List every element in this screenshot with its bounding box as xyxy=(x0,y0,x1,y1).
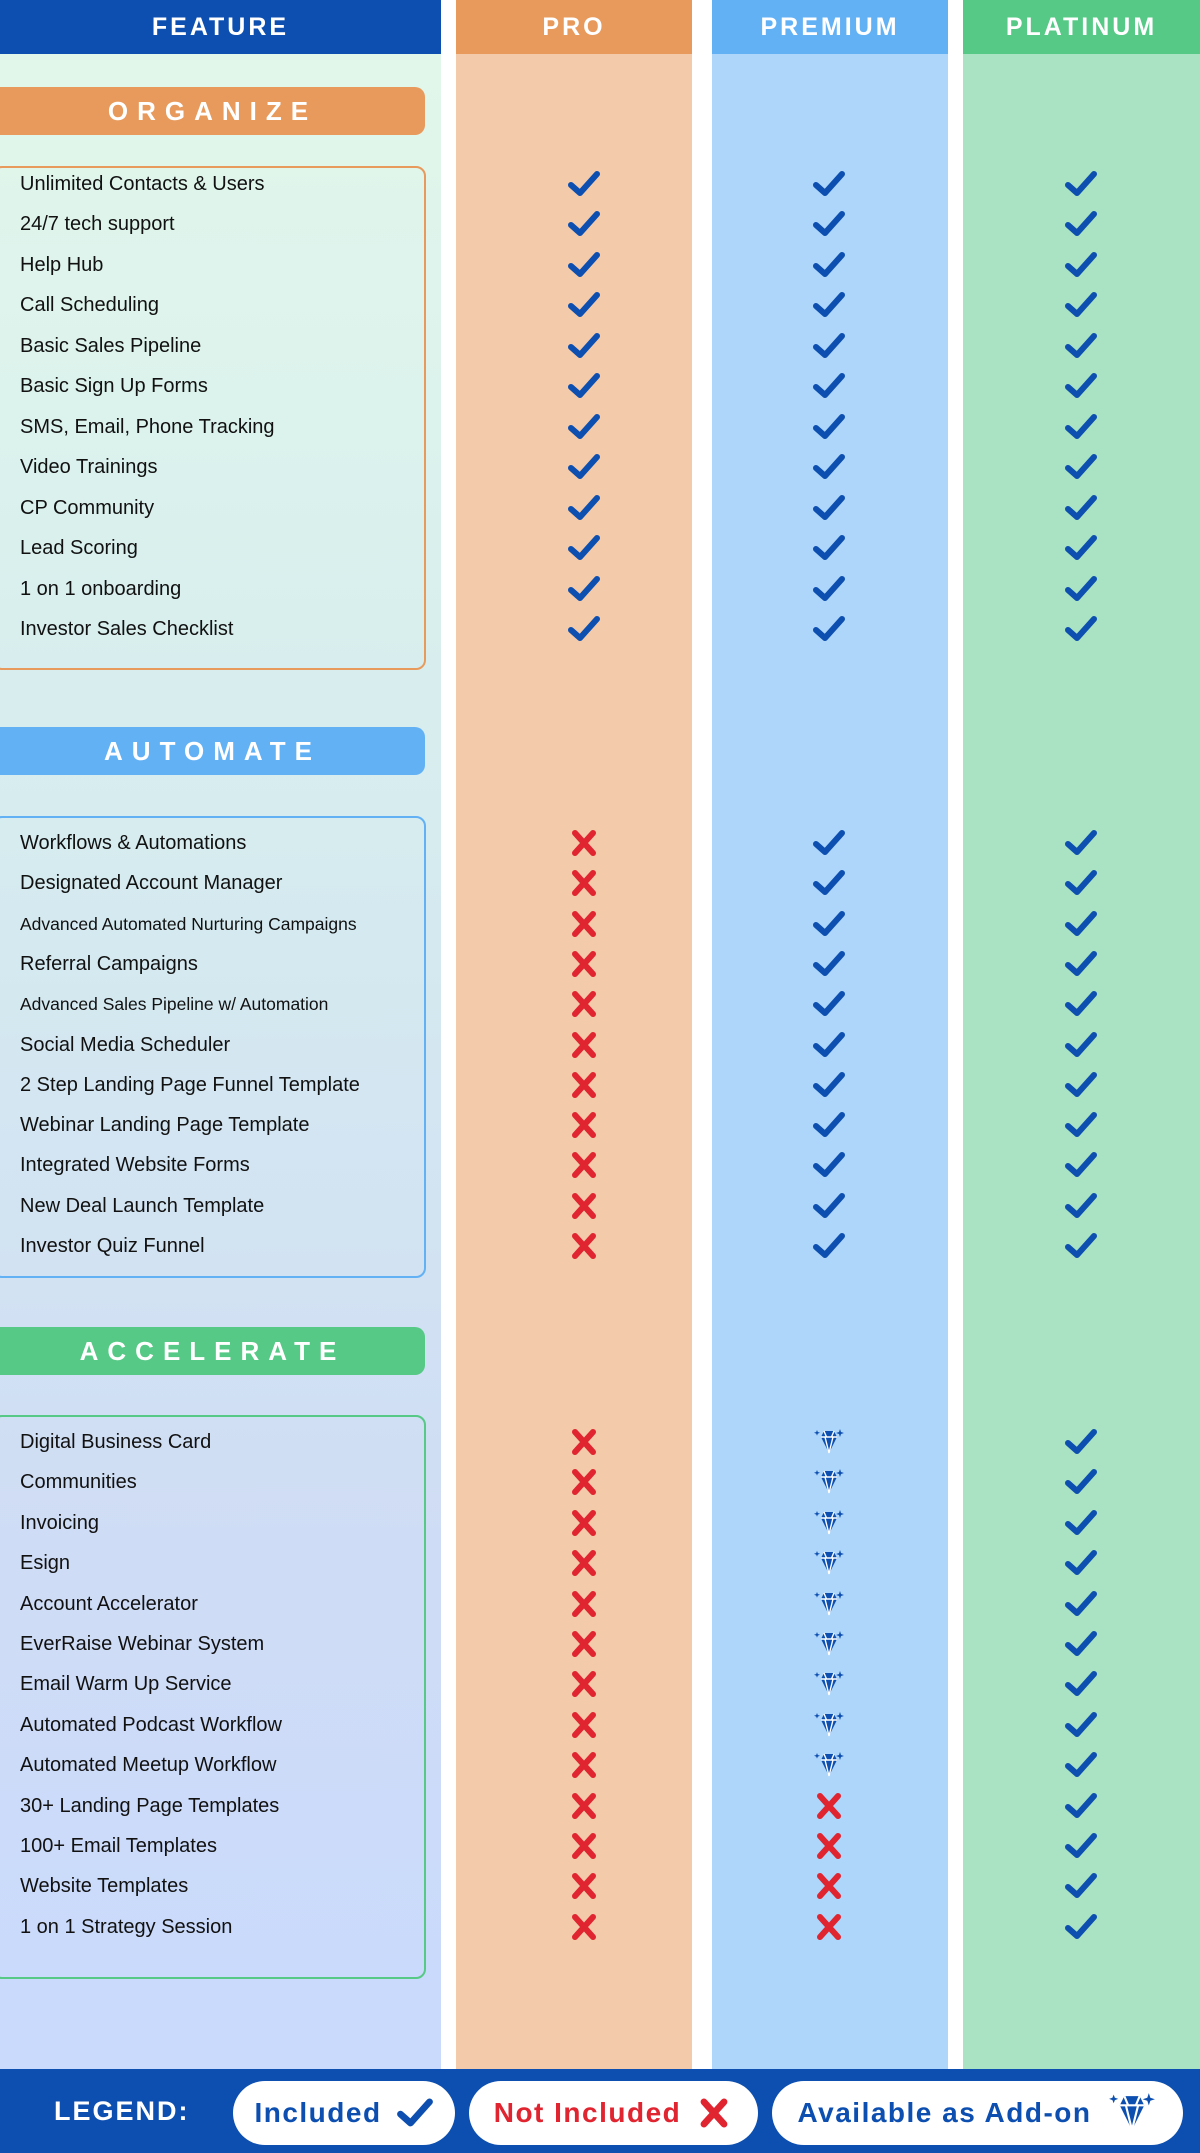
feature-row xyxy=(0,863,1200,903)
legend-bar xyxy=(0,2069,1200,2153)
check-icon xyxy=(1064,1911,1098,1943)
feature-label: 100+ Email Templates xyxy=(20,1835,217,1857)
feature-label: Help Hub xyxy=(20,253,104,276)
check-icon xyxy=(812,908,846,940)
x-icon xyxy=(812,1911,846,1943)
legend-not-included xyxy=(469,2081,758,2145)
feature-label: Designated Account Manager xyxy=(20,872,283,895)
check-icon xyxy=(396,2095,434,2131)
check-icon xyxy=(1064,1466,1098,1498)
check-icon xyxy=(812,532,846,564)
x-icon xyxy=(567,1628,601,1660)
check-icon xyxy=(812,492,846,524)
check-icon xyxy=(567,532,601,564)
x-icon xyxy=(567,1749,601,1781)
feature-label: Communities xyxy=(20,1471,137,1494)
x-icon xyxy=(567,1190,601,1222)
legend-title: LEGEND: xyxy=(54,2096,190,2126)
check-icon xyxy=(812,948,846,980)
check-icon xyxy=(812,988,846,1020)
feature-label: CP Community xyxy=(20,496,155,519)
feature-row xyxy=(0,1624,1200,1664)
check-icon xyxy=(1064,988,1098,1020)
check-icon xyxy=(812,168,846,200)
feature-row xyxy=(0,245,1200,285)
check-icon xyxy=(812,289,846,321)
x-icon xyxy=(567,1709,601,1741)
header-pro: PRO xyxy=(456,0,692,54)
legend-included-label: Included xyxy=(254,2097,382,2128)
x-icon xyxy=(567,988,601,1020)
diamond-icon xyxy=(812,1547,846,1579)
feature-label: EverRaise Webinar System xyxy=(20,1633,265,1655)
feature-row xyxy=(0,1025,1200,1065)
x-icon xyxy=(812,1870,846,1902)
feature-row xyxy=(0,1503,1200,1543)
feature-label: Social Media Scheduler xyxy=(20,1033,231,1056)
check-icon xyxy=(812,1230,846,1262)
check-icon xyxy=(812,370,846,402)
check-icon xyxy=(812,1109,846,1141)
check-icon xyxy=(1064,1870,1098,1902)
feature-row xyxy=(0,285,1200,325)
feature-label: Basic Sign Up Forms xyxy=(20,375,208,398)
x-icon xyxy=(567,827,601,859)
x-icon xyxy=(695,2095,733,2131)
check-icon xyxy=(812,1029,846,1061)
feature-row xyxy=(0,1145,1200,1185)
x-icon xyxy=(567,1668,601,1700)
check-icon xyxy=(812,451,846,483)
check-icon xyxy=(1064,827,1098,859)
feature-row xyxy=(0,1462,1200,1502)
x-icon xyxy=(567,1507,601,1539)
feature-label: New Deal Launch Template xyxy=(20,1194,265,1217)
diamond-icon xyxy=(812,1668,846,1700)
feature-row xyxy=(0,1664,1200,1704)
check-icon xyxy=(1064,1790,1098,1822)
legend-included xyxy=(233,2081,455,2145)
feature-label: Investor Sales Checklist xyxy=(20,617,234,640)
check-icon xyxy=(812,330,846,362)
feature-row xyxy=(0,1584,1200,1624)
check-icon xyxy=(812,1149,846,1181)
feature-row xyxy=(0,1543,1200,1583)
feature-label: Basic Sales Pipeline xyxy=(20,334,202,357)
diamond-icon xyxy=(812,1466,846,1498)
feature-label: Call Scheduling xyxy=(20,294,159,317)
legend-addon-label: Available as Add-on xyxy=(797,2097,1092,2128)
feature-row xyxy=(0,204,1200,244)
check-icon xyxy=(1064,370,1098,402)
feature-label: Advanced Automated Nurturing Campaigns xyxy=(20,913,357,934)
feature-row xyxy=(0,1866,1200,1906)
x-icon xyxy=(567,867,601,899)
feature-label: Investor Quiz Funnel xyxy=(20,1235,205,1257)
feature-row xyxy=(0,1226,1200,1266)
check-icon xyxy=(812,867,846,899)
x-icon xyxy=(812,1790,846,1822)
header-premium: PREMIUM xyxy=(712,0,948,54)
x-icon xyxy=(567,908,601,940)
feature-label: 24/7 tech support xyxy=(20,213,175,236)
feature-label: Lead Scoring xyxy=(20,537,138,560)
section-title-organize: ORGANIZE xyxy=(0,87,425,135)
diamond-icon xyxy=(1106,2088,1158,2138)
diamond-icon xyxy=(812,1507,846,1539)
feature-row xyxy=(0,904,1200,944)
feature-label: Esign xyxy=(20,1552,71,1575)
feature-label: Account Accelerator xyxy=(20,1592,198,1615)
check-icon xyxy=(1064,451,1098,483)
check-icon xyxy=(1064,1149,1098,1181)
check-icon xyxy=(1064,1507,1098,1539)
x-icon xyxy=(812,1830,846,1862)
feature-row xyxy=(0,1186,1200,1226)
feature-label: 2 Step Landing Page Funnel Template xyxy=(20,1073,360,1096)
check-icon xyxy=(1064,208,1098,240)
feature-row xyxy=(0,1826,1200,1866)
check-icon xyxy=(1064,532,1098,564)
feature-label: Workflows & Automations xyxy=(20,832,247,854)
feature-label: Unlimited Contacts & Users xyxy=(20,173,265,195)
check-icon xyxy=(567,330,601,362)
x-icon xyxy=(567,1426,601,1458)
feature-label: 1 on 1 Strategy Session xyxy=(20,1915,233,1938)
check-icon xyxy=(1064,411,1098,443)
check-icon xyxy=(1064,330,1098,362)
check-icon xyxy=(1064,948,1098,980)
check-icon xyxy=(1064,289,1098,321)
x-icon xyxy=(567,1109,601,1141)
check-icon xyxy=(567,249,601,281)
feature-label: Website Templates xyxy=(20,1875,189,1898)
check-icon xyxy=(1064,1029,1098,1061)
feature-label: SMS, Email, Phone Tracking xyxy=(20,415,275,438)
feature-row xyxy=(0,1786,1200,1826)
x-icon xyxy=(567,948,601,980)
feature-label: Invoicing xyxy=(20,1511,99,1534)
feature-label: Automated Podcast Workflow xyxy=(20,1713,282,1736)
legend-addon xyxy=(772,2081,1183,2145)
diamond-icon xyxy=(812,1749,846,1781)
check-icon xyxy=(1064,613,1098,645)
check-icon xyxy=(1064,1830,1098,1862)
section-title-accelerate: ACCELERATE xyxy=(0,1327,425,1375)
check-icon xyxy=(567,613,601,645)
check-icon xyxy=(567,370,601,402)
feature-row xyxy=(0,823,1200,863)
feature-label: Referral Campaigns xyxy=(20,952,198,975)
feature-label: Video Trainings xyxy=(20,456,158,479)
check-icon xyxy=(567,289,601,321)
check-icon xyxy=(567,451,601,483)
x-icon xyxy=(567,1830,601,1862)
section-title-automate: AUTOMATE xyxy=(0,727,425,775)
feature-row xyxy=(0,1705,1200,1745)
check-icon xyxy=(567,208,601,240)
legend-not-included-label: Not Included xyxy=(493,2097,682,2128)
check-icon xyxy=(1064,908,1098,940)
check-icon xyxy=(567,168,601,200)
check-icon xyxy=(812,1069,846,1101)
check-icon xyxy=(1064,168,1098,200)
check-icon xyxy=(1064,1109,1098,1141)
check-icon xyxy=(1064,1230,1098,1262)
header-feature: FEATURE xyxy=(0,0,441,54)
feature-label: Automated Meetup Workflow xyxy=(20,1754,277,1777)
feature-row xyxy=(0,1422,1200,1462)
feature-row xyxy=(0,164,1200,204)
feature-row xyxy=(0,1105,1200,1145)
check-icon xyxy=(812,1190,846,1222)
check-icon xyxy=(1064,573,1098,605)
x-icon xyxy=(567,1588,601,1620)
check-icon xyxy=(1064,867,1098,899)
check-icon xyxy=(1064,1190,1098,1222)
check-icon xyxy=(1064,1628,1098,1660)
feature-label: 1 on 1 onboarding xyxy=(20,577,182,600)
x-icon xyxy=(567,1790,601,1822)
check-icon xyxy=(1064,1069,1098,1101)
x-icon xyxy=(567,1230,601,1262)
check-icon xyxy=(812,613,846,645)
x-icon xyxy=(567,1870,601,1902)
feature-label: Email Warm Up Service xyxy=(20,1673,232,1696)
feature-row xyxy=(0,1907,1200,1947)
feature-row xyxy=(0,528,1200,568)
check-icon xyxy=(812,827,846,859)
x-icon xyxy=(567,1547,601,1579)
check-icon xyxy=(1064,1749,1098,1781)
feature-row xyxy=(0,984,1200,1024)
feature-row xyxy=(0,407,1200,447)
check-icon xyxy=(1064,1709,1098,1741)
x-icon xyxy=(567,1069,601,1101)
x-icon xyxy=(567,1466,601,1498)
feature-row xyxy=(0,366,1200,406)
check-icon xyxy=(567,492,601,524)
feature-row xyxy=(0,569,1200,609)
check-icon xyxy=(812,573,846,605)
diamond-icon xyxy=(812,1426,846,1458)
diamond-icon xyxy=(812,1628,846,1660)
check-icon xyxy=(812,208,846,240)
feature-label: Digital Business Card xyxy=(20,1431,212,1453)
check-icon xyxy=(1064,249,1098,281)
check-icon xyxy=(567,411,601,443)
feature-row xyxy=(0,609,1200,649)
x-icon xyxy=(567,1911,601,1943)
feature-row xyxy=(0,326,1200,366)
feature-label: 30+ Landing Page Templates xyxy=(20,1794,280,1817)
diamond-icon xyxy=(812,1588,846,1620)
header-platinum: PLATINUM xyxy=(963,0,1200,54)
feature-row xyxy=(0,447,1200,487)
feature-row xyxy=(0,1065,1200,1105)
check-icon xyxy=(567,573,601,605)
feature-label: Advanced Sales Pipeline w/ Automation xyxy=(20,994,329,1015)
check-icon xyxy=(812,411,846,443)
diamond-icon xyxy=(812,1709,846,1741)
x-icon xyxy=(567,1029,601,1061)
feature-row xyxy=(0,1745,1200,1785)
check-icon xyxy=(1064,492,1098,524)
feature-label: Integrated Website Forms xyxy=(20,1154,250,1177)
feature-label: Webinar Landing Page Template xyxy=(20,1114,310,1137)
check-icon xyxy=(1064,1588,1098,1620)
feature-row xyxy=(0,488,1200,528)
x-icon xyxy=(567,1149,601,1181)
check-icon xyxy=(812,249,846,281)
check-icon xyxy=(1064,1426,1098,1458)
check-icon xyxy=(1064,1668,1098,1700)
check-icon xyxy=(1064,1547,1098,1579)
feature-row xyxy=(0,944,1200,984)
